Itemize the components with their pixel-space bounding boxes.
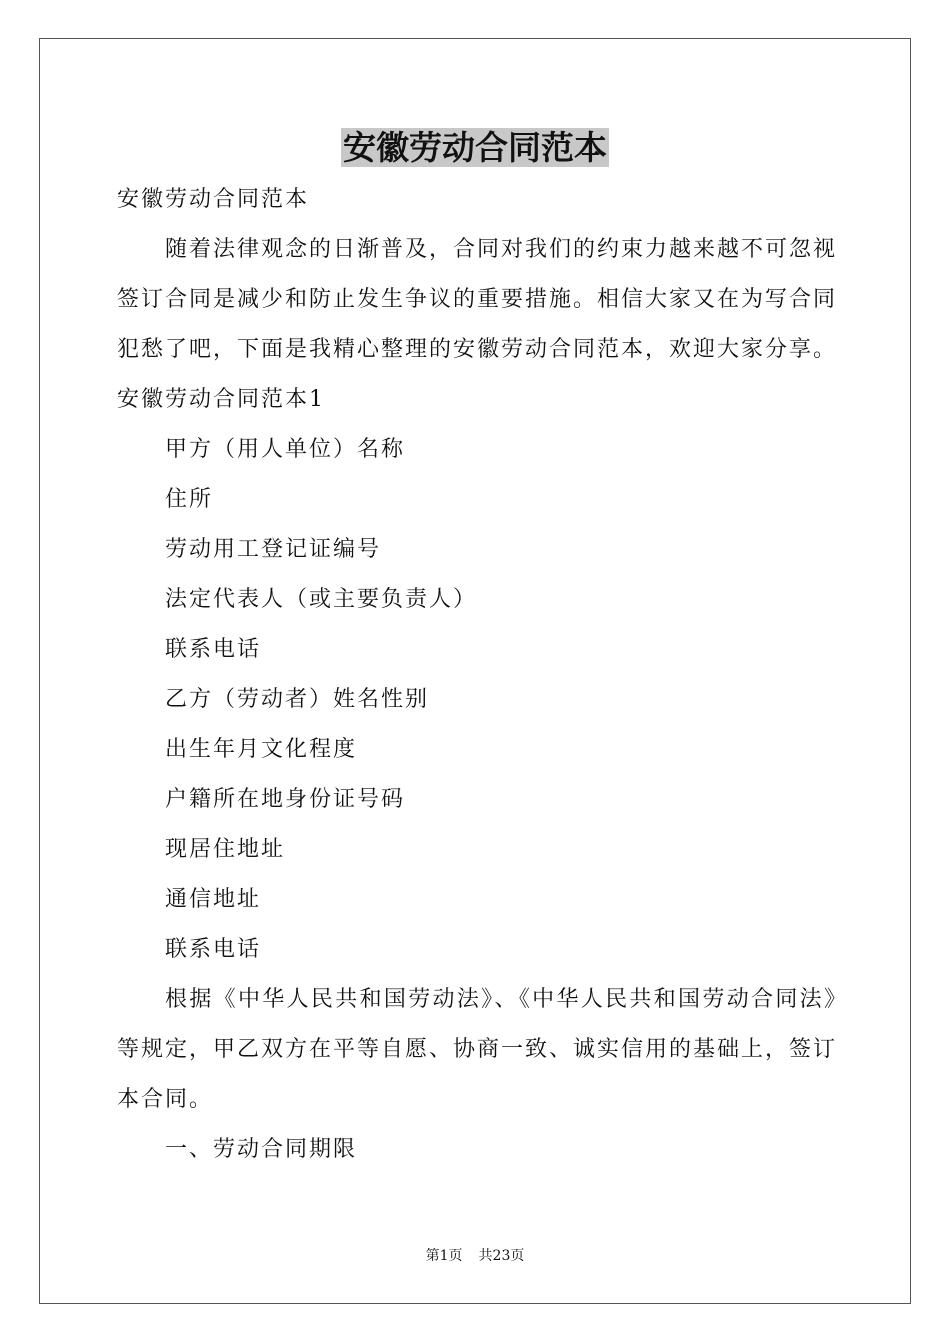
field-line: 甲方（用人单位）名称 [165, 437, 406, 462]
field-line: 户籍所在地身份证号码 [165, 787, 406, 812]
field-line: 乙方（劳动者）姓名性别 [165, 687, 430, 712]
field-line: 通信地址 [165, 887, 262, 912]
intro-paragraph: 随着法律观念的日渐普及，合同对我们的约束力越来越不可忽视签订合同是减少和防止发生争议的重要措施。相信大家又在为写合同犯愁了吧，下面是我精心整理的安徽劳动合同范本，欢迎大家分享。 [117, 237, 838, 362]
page-number: 第1页 [425, 1248, 463, 1264]
field-line: 住所 [165, 487, 214, 512]
field-line: 出生年月文化程度 [165, 737, 358, 762]
field-line: 劳动用工登记证编号 [165, 537, 382, 562]
document-title-text: 安徽劳动合同范本 [343, 128, 607, 167]
clause-heading: 一、劳动合同期限 [165, 1137, 358, 1162]
document-title [0, 124, 950, 172]
paragraph: 安徽劳动合同范本 [117, 187, 310, 212]
page-total: 共23页 [478, 1248, 525, 1264]
field-line: 现居住地址 [165, 837, 286, 862]
basis-paragraph: 根据《中华人民共和国劳动法》、《中华人民共和国劳动合同法》等规定，甲乙双方在平等自愿、协商一致、诚实信用的基础上，签订本合同。 [117, 987, 838, 1112]
field-line: 联系电话 [165, 637, 262, 662]
page-footer [0, 1246, 950, 1266]
section-heading: 安徽劳动合同范本1 [117, 387, 325, 412]
field-line: 法定代表人（或主要负责人） [165, 587, 478, 612]
field-line: 联系电话 [165, 937, 262, 962]
document-body [117, 175, 837, 1175]
